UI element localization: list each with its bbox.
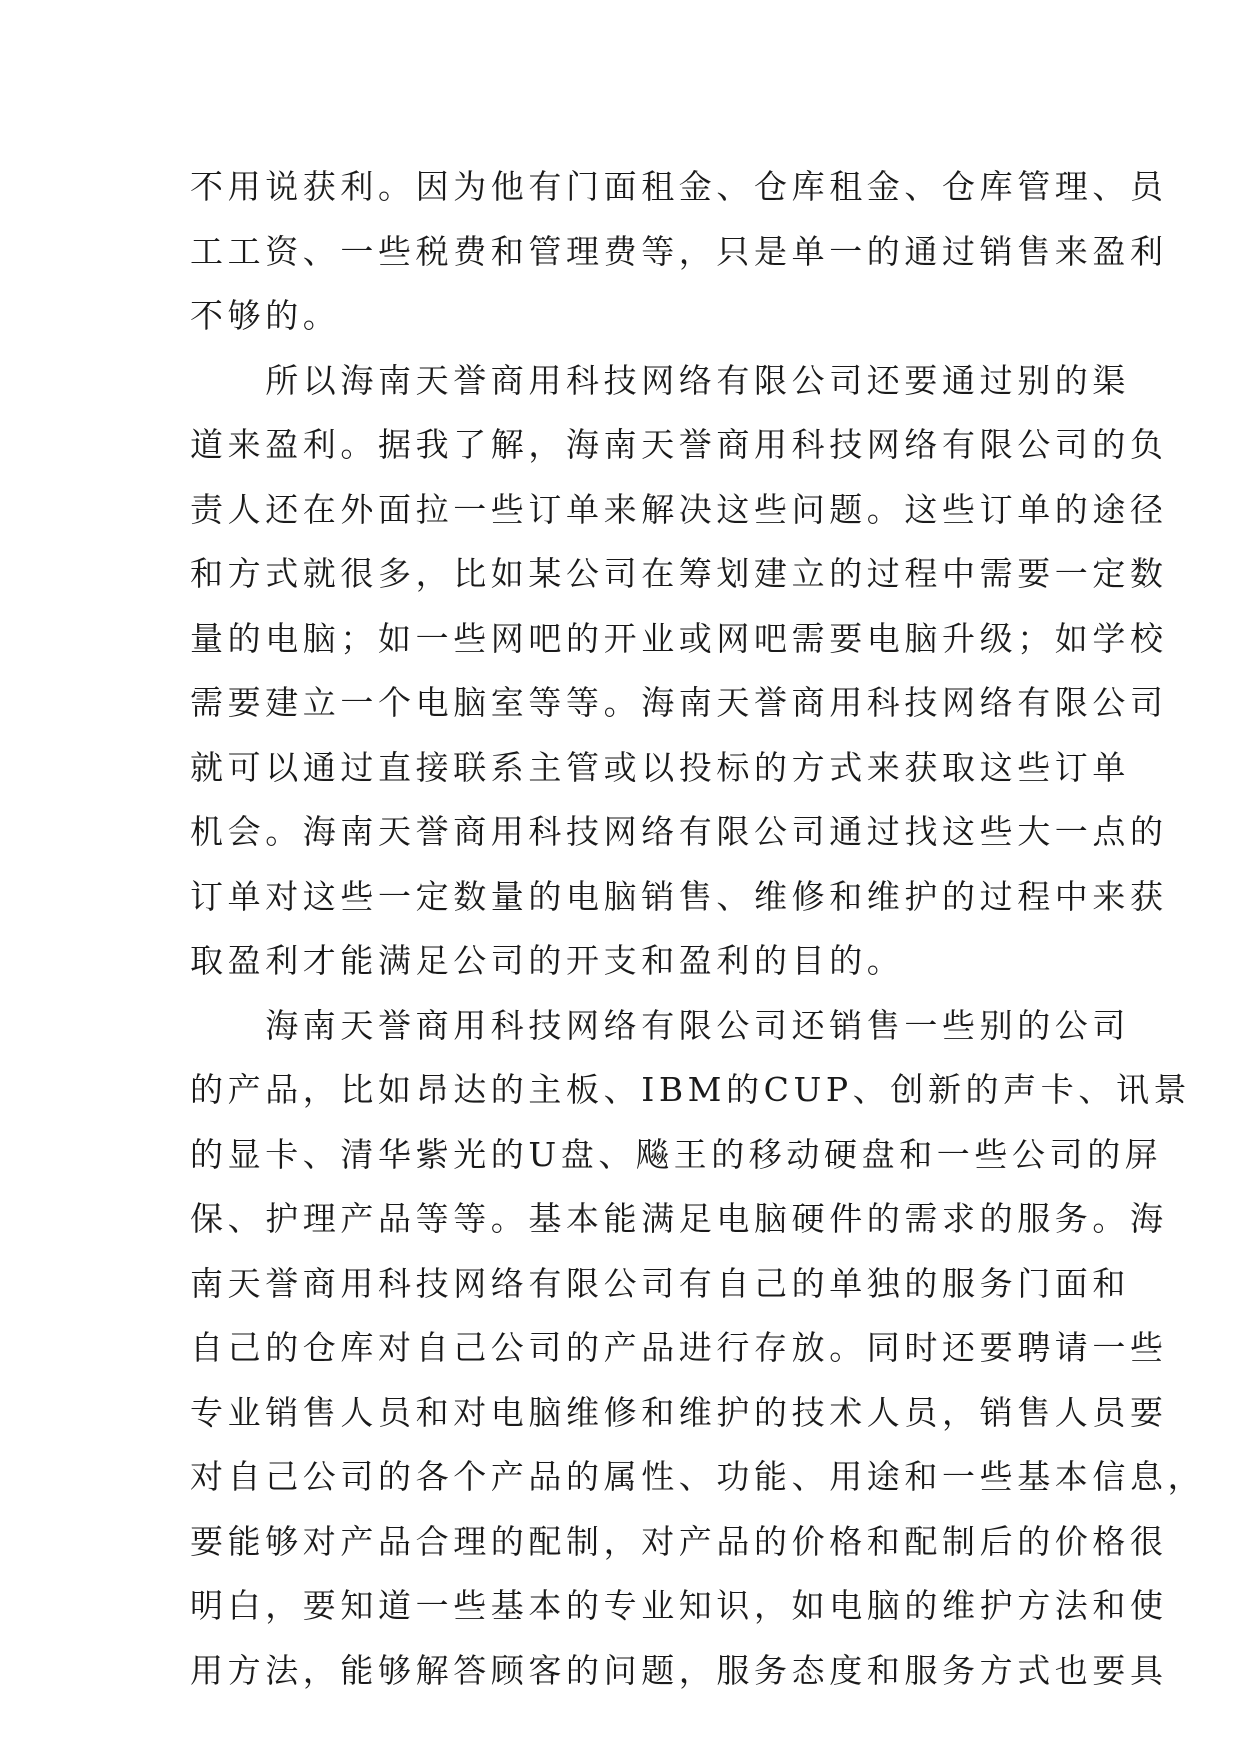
- text-line: 订单对这些一定数量的电脑销售、维修和维护的过程中来获: [190, 876, 1168, 916]
- text-line: 南天誉商用科技网络有限公司有自己的单独的服务门面和: [190, 1263, 1130, 1303]
- text-line: 明白，要知道一些基本的专业知识，如电脑的维护方法和使: [190, 1586, 1168, 1625]
- text-line: 自己的仓库对自己公司的产品进行存放。同时还要聘请一些: [190, 1328, 1168, 1367]
- text-line: 不用说获利。因为他有门面租金、仓库租金、仓库管理、员: [190, 167, 1168, 206]
- text-line: 需要建立一个电脑室等等。海南天誉商用科技网络有限公司: [190, 683, 1168, 722]
- text-line: 海南天誉商用科技网络有限公司还销售一些别的公司: [190, 1005, 1130, 1045]
- text-line: 保、护理产品等等。基本能满足电脑硬件的需求的服务。海: [190, 1199, 1168, 1238]
- text-line: 量的电脑；如一些网吧的开业或网吧需要电脑升级；如学校: [190, 618, 1168, 658]
- text-line: 道来盈利。据我了解，海南天誉商用科技网络有限公司的负: [190, 425, 1168, 464]
- text-line: 所以海南天誉商用科技网络有限公司还要通过别的渠: [190, 360, 1130, 400]
- text-line: 要能够对产品合理的配制，对产品的价格和配制后的价格很: [190, 1521, 1168, 1561]
- text-line: 的显卡、清华紫光的U盘、飚王的移动硬盘和一些公司的屏: [190, 1134, 1163, 1174]
- text-line: 专业销售人员和对电脑维修和维护的技术人员，销售人员要: [190, 1392, 1168, 1432]
- text-line: 取盈利才能满足公司的开支和盈利的目的。: [190, 941, 905, 980]
- text-line: 和方式就很多，比如某公司在筹划建立的过程中需要一定数: [190, 554, 1168, 593]
- text-line: 对自己公司的各个产品的属性、功能、用途和一些基本信息，: [190, 1457, 1206, 1496]
- body-text: [190, 155, 1206, 1703]
- text-line: 工工资、一些税费和管理费等，只是单一的通过销售来盈利: [190, 231, 1168, 271]
- text-line: 就可以通过直接联系主管或以投标的方式来获取这些订单: [190, 747, 1130, 787]
- text-line: 责人还在外面拉一些订单来解决这些问题。这些订单的途径: [190, 489, 1168, 529]
- text-line: 的产品，比如昂达的主板、IBM的CUP、创新的声卡、讯景: [190, 1070, 1192, 1109]
- text-line: 用方法，能够解答顾客的问题，服务态度和服务方式也要具: [190, 1650, 1168, 1690]
- text-line: 机会。海南天誉商用科技网络有限公司通过找这些大一点的: [190, 812, 1168, 851]
- text-line: 不够的。: [190, 296, 341, 335]
